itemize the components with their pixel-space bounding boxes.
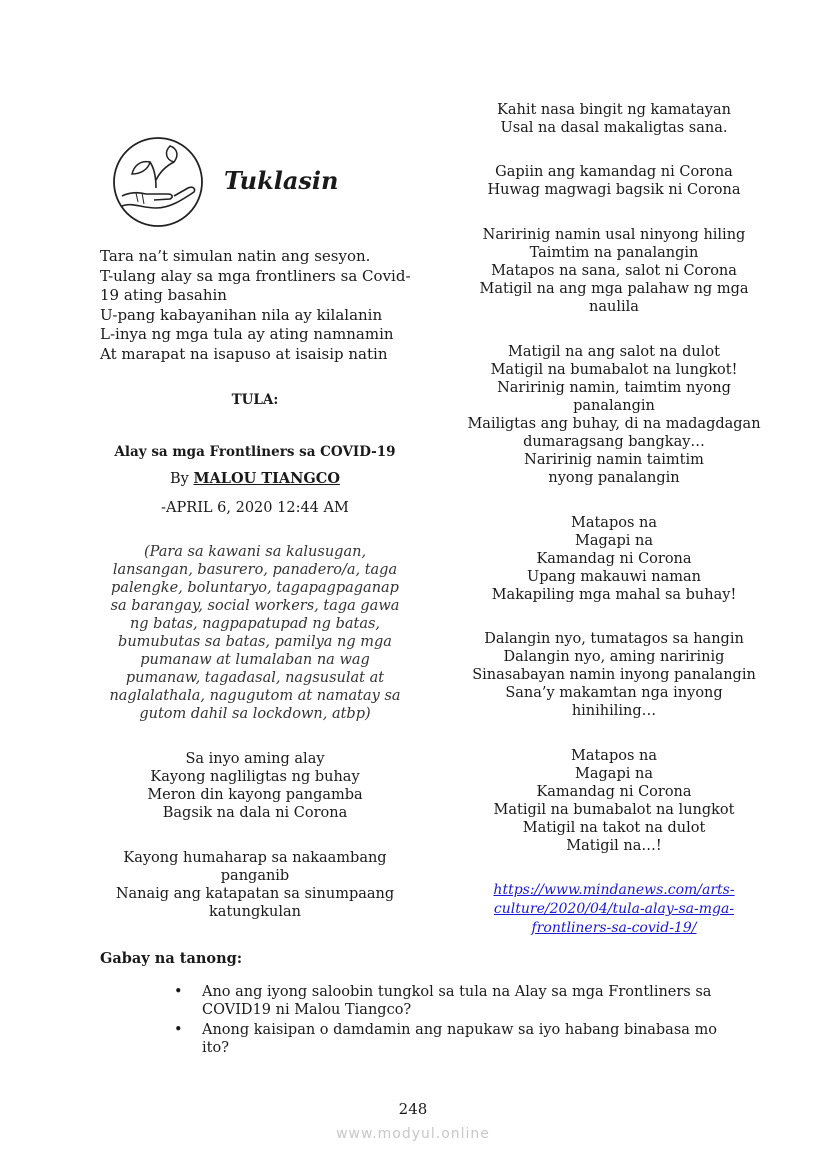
stanza-line: Matigil na bumabalot na lungkot!: [490, 362, 738, 378]
stanza-line: Kayong nagliligtas ng buhay: [150, 769, 360, 785]
source-link-line[interactable]: culture/2020/04/tula-alay-sa-mga-: [493, 901, 735, 917]
tula-label: TULA:: [231, 392, 279, 408]
dedication-line: sa barangay, social workers, taga gawa: [110, 598, 400, 614]
intro-line: Tara na’t simulan natin ang sesyon.: [100, 247, 371, 265]
list-item: [170, 983, 750, 1019]
stanza: [100, 849, 410, 921]
stanza-line: Magapi na: [575, 766, 653, 782]
stanza: [460, 630, 768, 720]
intro-line: At marapat na isapuso at isaisip natin: [100, 344, 388, 363]
source-link[interactable]: [460, 881, 768, 938]
by-prefix: By: [170, 471, 189, 487]
stanza-line: Nanaig ang katapatan sa sinumpaang: [115, 886, 395, 902]
intro-acrostic: [100, 247, 430, 364]
question-line: COVID19 ni Malou Tiangco?: [202, 1002, 412, 1018]
stanza-line: Matigil na ang salot na dulot: [508, 344, 720, 360]
intro-line: U-pang kabayanihan nila ay kilalanin: [100, 305, 383, 324]
stanza-line: Taimtim na panalangin: [529, 245, 699, 261]
stanza-line: Kamandag ni Corona: [536, 784, 692, 800]
stanza-line: Matigil na bumabalot na lungkot: [493, 802, 735, 818]
source-link-line[interactable]: https://www.mindanews.com/arts-: [493, 882, 735, 898]
question-line: Ano ang iyong saloobin tungkol sa tula na Alay sa mga Frontliners sa: [202, 984, 712, 1000]
stanza-line: Kayong humaharap sa nakaambang: [123, 850, 387, 866]
watermark: www.modyul.online: [336, 1126, 490, 1142]
stanza-line: Matigil na takot na dulot: [522, 820, 706, 836]
stanza-line: Matapos na: [570, 515, 657, 531]
author-name: MALOU TIANGCO: [193, 470, 340, 487]
dedication: [100, 543, 410, 723]
stanza: [460, 747, 768, 855]
intro-line: T-ulang alay sa mga frontliners sa Covid-: [100, 266, 411, 285]
dedication-line: pumanaw at lumalaban na wag: [140, 652, 370, 668]
dedication-line: gutom dahil sa lockdown, atbp): [139, 706, 371, 722]
dedication-line: lansangan, basurero, panadero/a, taga: [112, 562, 398, 578]
poem-title: Alay sa mga Frontliners sa COVID-19: [114, 444, 396, 460]
dedication-line: palengke, boluntaryo, tagapagpaganap: [111, 580, 399, 596]
dedication-line: pumanaw, tagadasal, nagsusulat at: [125, 670, 385, 686]
stanza: [460, 101, 768, 137]
guide-heading: Gabay na tanong:: [100, 950, 243, 967]
stanza: [460, 163, 768, 199]
stanza-line: Dalangin nyo, tumatagos sa hangin: [484, 631, 744, 647]
stanza-line: Magapi na: [575, 533, 653, 549]
question-line: ito?: [202, 1040, 229, 1056]
stanza-line: Upang makauwi naman: [527, 569, 701, 585]
stanza-line: Sana’y makamtan nga inyong: [505, 685, 723, 701]
dedication-line: (Para sa kawani sa kalusugan,: [143, 544, 367, 560]
intro-line: L-inya ng mga tula ay ating namnamin: [100, 325, 394, 343]
dedication-line: naglalathala, nagugutom at namatay sa: [109, 688, 401, 704]
stanza-line: Makapiling mga mahal sa buhay!: [491, 587, 737, 603]
stanza-line: Meron din kayong pangamba: [147, 787, 363, 803]
stanza-line: Naririnig namin usal ninyong hiling: [482, 227, 746, 243]
stanza-line: Matigil na ang mga palahaw ng mga: [479, 281, 749, 297]
stanza-line: Matapos na: [570, 748, 657, 764]
poem-date: -APRIL 6, 2020 12:44 AM: [161, 500, 349, 516]
intro-line: 19 ating basahin: [100, 286, 227, 304]
stanza-line: dumaragsang bangkay…: [523, 434, 705, 450]
stanza-line: Matigil na…!: [566, 838, 662, 854]
stanza-line: naulila: [589, 299, 639, 315]
list-item: [170, 1021, 750, 1057]
page-number: 248: [398, 1100, 428, 1118]
stanza-line: Naririnig namin taimtim: [524, 452, 704, 468]
stanza: [460, 226, 768, 316]
stanza-line: Gapiin ang kamandag ni Corona: [495, 164, 733, 180]
source-link-line[interactable]: frontliners-sa-covid-19/: [531, 920, 697, 936]
stanza-line: Naririnig namin, taimtim nyong: [497, 380, 731, 396]
stanza-line: Usal na dasal makaligtas sana.: [500, 120, 728, 136]
question-line: Anong kaisipan o damdamin ang napukaw sa iyo habang binabasa mo: [202, 1022, 718, 1038]
stanza-line: Matapos na sana, salot ni Corona: [491, 263, 737, 279]
stanza: [100, 750, 410, 822]
stanza-line: Bagsik na dala ni Corona: [162, 805, 348, 821]
question-list: [170, 983, 750, 1059]
stanza-line: Sinasabayan namin inyong panalangin: [472, 667, 756, 683]
stanza-line: Huwag magwagi bagsik ni Corona: [487, 182, 741, 198]
stanza-line: Kahit nasa bingit ng kamatayan: [497, 102, 731, 118]
section-title: Tuklasin: [224, 166, 339, 195]
dedication-line: bumubutas sa batas, pamilya ng mga: [118, 634, 392, 650]
bullet: •: [174, 1022, 183, 1038]
stanza-line: Kamandag ni Corona: [536, 551, 692, 567]
byline: [100, 470, 410, 487]
dedication-line: ng batas, nagpapatupad ng batas,: [129, 616, 381, 632]
stanza-line: Mailigtas ang buhay, di na madagdagan: [467, 416, 761, 432]
stanza-line: panalangin: [573, 398, 655, 414]
hand-with-seedling-icon: [112, 136, 204, 228]
stanza-line: nyong panalangin: [548, 470, 680, 486]
stanza: [460, 343, 768, 487]
stanza-line: katungkulan: [209, 904, 301, 920]
stanza-line: panganib: [220, 868, 290, 884]
stanza: [460, 514, 768, 604]
bullet: •: [174, 984, 183, 1000]
stanza-line: Dalangin nyo, aming naririnig: [503, 649, 725, 665]
stanza-line: hinihiling…: [571, 703, 657, 719]
stanza-line: Sa inyo aming alay: [185, 751, 325, 767]
